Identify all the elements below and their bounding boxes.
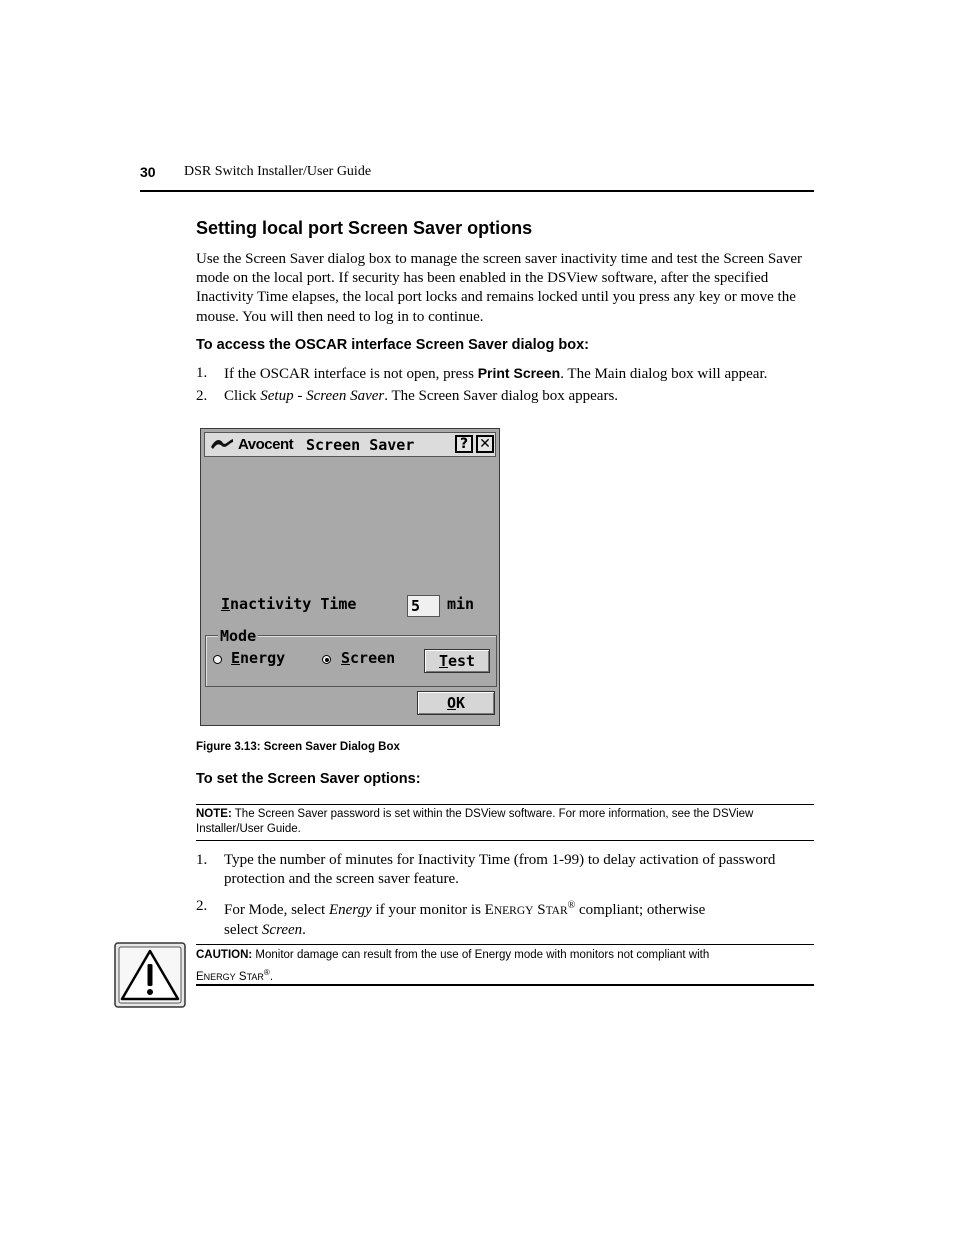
caution-text: Monitor damage can result from the use of Energy mode with monitors not compliant with xyxy=(252,949,710,961)
inactivity-time-label: Inactivity Time xyxy=(221,595,357,613)
caution-block xyxy=(196,947,812,986)
screen-radio[interactable] xyxy=(322,655,331,664)
brand-name: Avocent xyxy=(238,436,294,453)
mode-legend: Mode xyxy=(220,627,257,645)
step-number: 1. xyxy=(196,852,208,868)
section-heading: Setting local port Screen Saver options xyxy=(196,218,533,238)
step-text: . The Screen Saver dialog box appears. xyxy=(384,388,619,404)
energy-star-term: ENERGY STAR®. xyxy=(196,968,274,983)
close-button[interactable] xyxy=(476,435,494,453)
step-number: 1. xyxy=(196,365,208,381)
access-heading: To access the OSCAR interface Screen Saver dialog box: xyxy=(196,337,589,353)
help-button[interactable] xyxy=(455,435,473,453)
key-name: Print Screen xyxy=(477,365,561,381)
ok-button[interactable]: OK xyxy=(417,691,495,715)
note-text: The Screen Saver password is set within the DSView software. For more information, see the DSView Installer/User Guide. xyxy=(196,808,754,835)
caution-top-rule xyxy=(196,944,814,945)
note-block xyxy=(196,807,812,837)
screen-mode-name: Screen xyxy=(261,921,303,938)
caution-label: CAUTION: xyxy=(196,949,253,961)
step-number: 2. xyxy=(196,898,208,914)
energy-label[interactable]: Energy xyxy=(231,649,286,667)
note-top-rule xyxy=(196,804,814,805)
step-number: 2. xyxy=(196,388,208,404)
warning-icon xyxy=(114,942,186,1008)
inactivity-time-input[interactable]: 5 xyxy=(407,595,440,617)
inactivity-unit: min xyxy=(447,595,475,613)
screen-label[interactable]: Screen xyxy=(341,649,396,667)
dialog-title-bar xyxy=(204,432,496,457)
dialog-title: Screen Saver xyxy=(306,436,415,454)
note-label: NOTE: xyxy=(196,808,232,820)
header-rule xyxy=(140,190,814,192)
step-text: Click xyxy=(224,388,261,404)
close-icon: ✕ xyxy=(479,436,491,452)
test-button[interactable]: Test xyxy=(424,649,490,673)
screen-saver-dialog xyxy=(200,428,500,726)
step-text: If the OSCAR interface is not open, press xyxy=(224,366,478,382)
running-header: DSR Switch Installer/User Guide xyxy=(184,164,372,179)
menu-path: Setup - Screen Saver xyxy=(260,388,385,404)
help-icon: ? xyxy=(459,436,469,452)
page-number: 30 xyxy=(140,164,156,180)
set-options-heading: To set the Screen Saver options: xyxy=(196,771,421,787)
energy-mode-name: Energy xyxy=(328,902,372,918)
caution-bottom-rule xyxy=(196,984,814,986)
step-text: Type the number of minutes for Inactivity Time (from 1-99) to delay activation of password protection and the screen saver feature. xyxy=(224,852,776,887)
note-bottom-rule xyxy=(196,840,814,841)
figure-caption: Figure 3.13: Screen Saver Dialog Box xyxy=(196,741,400,753)
energy-radio[interactable] xyxy=(213,655,222,664)
mode-group xyxy=(205,627,497,687)
energy-star-term: ENERGY STAR® xyxy=(484,900,576,918)
avocent-logo-icon xyxy=(210,437,234,451)
step-text: . The Main dialog box will appear. xyxy=(560,366,768,382)
intro-paragraph: Use the Screen Saver dialog box to manage the screen saver inactivity time and test the Screen Saver mode on the local port. If security has been enabled in the DSView software, after the specified Inactivity Time elapses, the local port locks and remains locked until you press any key or move the mouse. You will then need to log in to continue. xyxy=(196,251,803,325)
